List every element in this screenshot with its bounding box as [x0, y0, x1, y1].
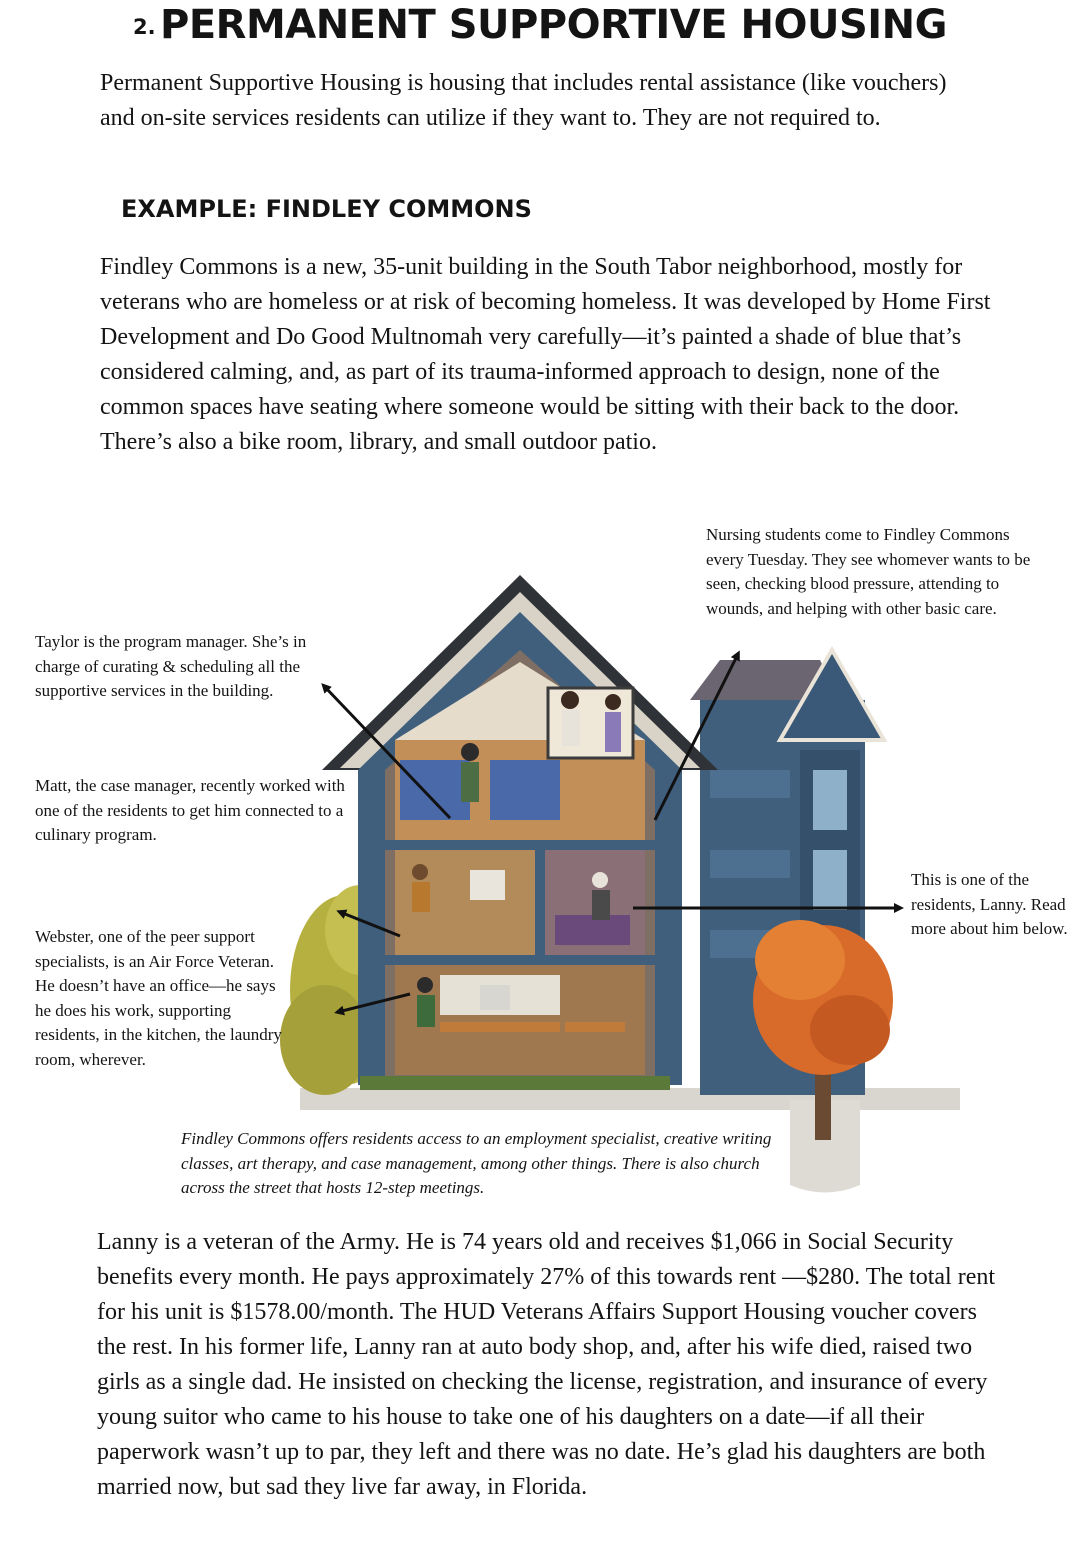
note-lanny: This is one of the residents, Lanny. Read more about him below.: [911, 870, 1068, 938]
note-nursing: Nursing students come to Findley Commons every Tuesday. They see whomever wants to be seen, checking blood pressure, attending to wounds, and helping with other basic care.: [706, 525, 1031, 618]
example-heading: EXAMPLE: FINDLEY COMMONS: [121, 195, 532, 223]
note-taylor: Taylor is the program manager. She’s in charge of curating & scheduling all the supportive services in the building.: [35, 632, 307, 700]
lanny-story: Lanny is a veteran of the Army. He is 74 years old and receives $1,066 in Social Security benefits every month. He pays approximately 27% of this towards rent —$280. The total rent for his unit is $1578.00/month. The HUD Veterans Affairs Support Housing voucher covers the rest. In his former life, Lanny ran at auto body shop, and, after his wife died, raised two girls as a single dad. He insisted on checking the license, registration, and insurance of every young suitor who came to his house to take one of his daughters on a date—if all their paperwork wasn’t up to par, they left and there was no date. He’s glad his daughters are both married now, but sad they live far away, in Florida.: [97, 1229, 996, 1500]
page-title: PERMANENT SUPPORTIVE HOUSING: [160, 2, 947, 48]
illustration-caption: Findley Commons offers residents access to an employment specialist, creative writing classes, art therapy, and case management, among other things. There is also church across the street that hosts 12-step meetings.: [181, 1129, 772, 1197]
note-webster: Webster, one of the peer support specialists, is an Air Force Veteran. He doesn’t have an office—he says he does his work, supporting residents, in the kitchen, the laundry room, wherever.: [35, 927, 282, 1069]
intro-paragraph: Permanent Supportive Housing is housing that includes rental assistance (like vouchers) and on-site services residents can utilize if they want to. They are not required to.: [100, 70, 947, 131]
note-matt: Matt, the case manager, recently worked with one of the residents to get him connected to a culinary program.: [35, 776, 345, 844]
section-number: 2.: [133, 15, 156, 39]
example-paragraph: Findley Commons is a new, 35-unit building in the South Tabor neighborhood, mostly for veterans who are homeless or at risk of becoming homeless. It was developed by Home First Development and Do Good Multnomah very carefully—it’s painted a shade of blue that’s considered calming, and, as part of its trauma-informed approach to design, none of the common spaces have seating where someone would be sitting with their back to the door. There’s also a bike room, library, and small outdoor patio.: [100, 254, 991, 455]
main-building: [322, 575, 718, 1085]
